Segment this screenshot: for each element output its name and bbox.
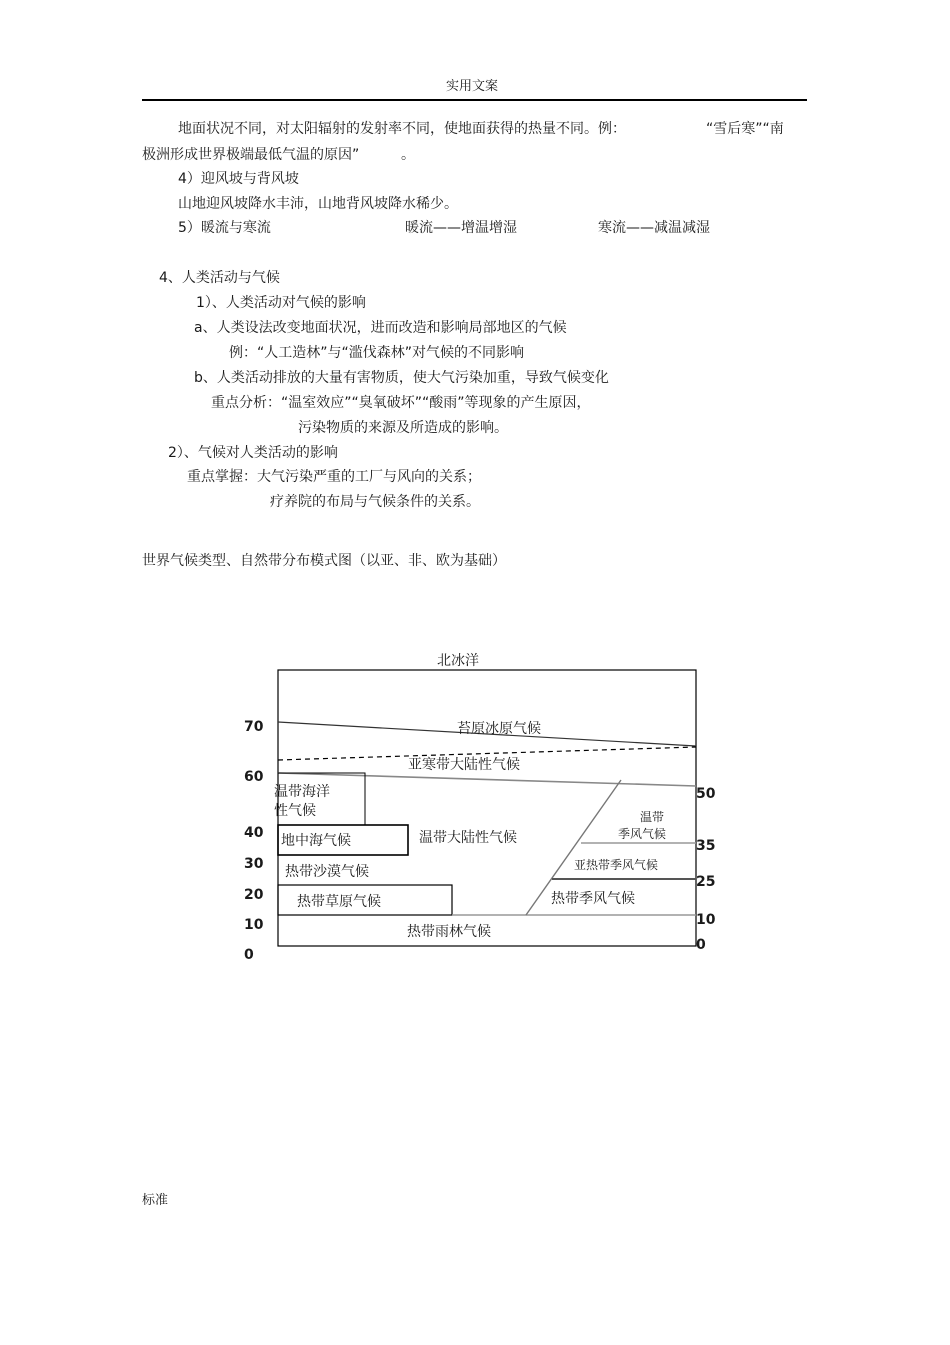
text-line-2: 极洲形成世界极端最低气温的原因” <box>142 147 360 163</box>
text-line-5a: 5）暖流与寒流 <box>178 220 271 236</box>
text-line-15: 疗养院的布局与气候条件的关系。 <box>270 494 480 510</box>
right-tick-25: 25 <box>696 874 716 890</box>
text-line-14: 重点掌握：大气污染严重的工厂与风向的关系； <box>187 469 481 485</box>
left-tick-10: 10 <box>244 917 264 933</box>
text-line-5b: 暖流——增温增湿 <box>405 220 517 236</box>
right-tick-0: 0 <box>696 937 706 953</box>
text-line-7: 1）、人类活动对气候的影响 <box>196 295 366 311</box>
text-line-3: 4）迎风坡与背风坡 <box>178 171 299 187</box>
section-heading-human-climate: 4、人类活动与气候 <box>159 270 280 286</box>
zone-label-savanna: 热带草原气候 <box>297 894 381 910</box>
right-tick-35: 35 <box>696 838 716 854</box>
zone-label-continental: 温带大陆性气候 <box>419 830 517 846</box>
zone-label-maritime-2: 性气候 <box>274 803 316 819</box>
zone-label-temperate-monsoon-1: 温带 <box>640 810 665 824</box>
zone-label-subtropical-monsoon: 亚热带季风气候 <box>574 858 659 872</box>
page-header-title: 实用文案 <box>446 79 499 94</box>
text-line-2-period: 。 <box>401 147 415 163</box>
right-tick-10: 10 <box>696 912 716 928</box>
text-line-1b: “雪后寒”“南 <box>706 121 784 137</box>
text-line-13: 2）、气候对人类活动的影响 <box>168 445 338 461</box>
text-line-5c: 寒流——减温减湿 <box>598 220 710 236</box>
left-tick-20: 20 <box>244 887 264 903</box>
subarctic-boundary-line <box>278 773 696 786</box>
text-line-12: 污染物质的来源及所造成的影响。 <box>298 420 508 436</box>
left-tick-60: 60 <box>244 769 264 785</box>
right-tick-50: 50 <box>696 786 716 802</box>
text-line-10: b、人类活动排放的大量有害物质，使大气污染加重，导致气候变化 <box>194 370 609 386</box>
page-footer-label: 标准 <box>142 1193 169 1208</box>
diagram-caption: 世界气候类型、自然带分布模式图（以亚、非、欧为基础） <box>142 553 506 569</box>
text-line-1a: 地面状况不同，对太阳辐射的发射率不同，使地面获得的热量不同。例： <box>178 121 626 137</box>
zone-label-desert: 热带沙漠气候 <box>285 864 369 880</box>
text-line-11: 重点分析：“温室效应”“臭氧破坏”“酸雨”等现象的产生原因， <box>211 395 591 411</box>
text-line-8: a、人类设法改变地面状况，进而改造和影响局部地区的气候 <box>194 320 567 336</box>
zone-label-temperate-monsoon-2: 季风气候 <box>618 827 667 841</box>
diagram-top-label: 北冰洋 <box>437 653 479 669</box>
left-tick-70: 70 <box>244 719 264 735</box>
zone-label-rainforest: 热带雨林气候 <box>407 924 491 940</box>
zone-label-tundra: 苔原冰原气候 <box>457 721 541 737</box>
zone-label-maritime-1: 温带海洋 <box>274 784 330 800</box>
zone-label-tropical-monsoon: 热带季风气候 <box>551 891 635 907</box>
left-tick-30: 30 <box>244 856 264 872</box>
text-line-9: 例：“人工造林”与“滥伐森林”对气候的不同影响 <box>229 345 525 361</box>
left-tick-40: 40 <box>244 825 264 841</box>
text-line-4: 山地迎风坡降水丰沛，山地背风坡降水稀少。 <box>178 196 458 212</box>
zone-label-mediterranean: 地中海气候 <box>281 833 351 849</box>
zone-label-subarctic: 亚寒带大陆性气候 <box>408 757 520 773</box>
left-tick-0: 0 <box>244 947 254 963</box>
